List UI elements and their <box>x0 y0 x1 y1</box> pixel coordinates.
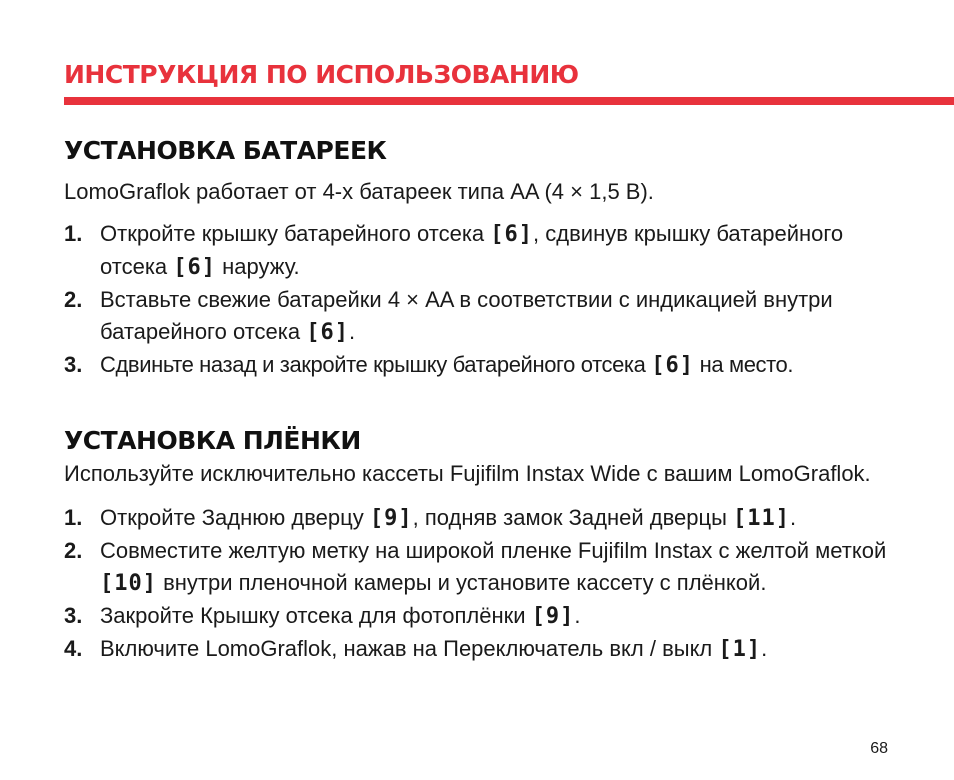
step-number: 1. <box>64 505 83 530</box>
part-reference: [6] <box>173 255 217 280</box>
part-reference: [1] <box>718 637 762 662</box>
battery-step-2 <box>64 284 904 349</box>
film-intro: Используйте исключительно кассеты Fujifilm Instax Wide с вашим LomoGraflok. <box>64 461 871 486</box>
step-number: 2. <box>64 287 83 312</box>
battery-step-3 <box>64 349 904 382</box>
step-number: 3. <box>64 352 83 377</box>
step-text: Откройте Заднюю дверцу <box>100 505 370 530</box>
part-reference: [11] <box>733 506 791 531</box>
page-number: 68 <box>870 740 888 757</box>
step-number: 4. <box>64 636 83 661</box>
part-reference: [9] <box>531 604 575 629</box>
step-text: Откройте крышку батарейного отсека <box>100 221 491 246</box>
step-text: на место. <box>693 352 794 377</box>
page-header <box>64 58 954 92</box>
film-steps <box>64 502 904 666</box>
part-reference: [6] <box>490 222 534 247</box>
battery-section <box>64 134 904 382</box>
page-title: ИНСТРУКЦИЯ ПО ИСПОЛЬЗОВАНИЮ <box>64 60 579 89</box>
step-text: , подняв замок Задней дверцы <box>412 505 734 530</box>
part-reference: [9] <box>369 506 413 531</box>
film-section <box>64 424 904 666</box>
part-reference: [6] <box>306 320 349 345</box>
step-number: 2. <box>64 538 83 563</box>
step-text: . <box>790 505 797 530</box>
step-text: Включите LomoGraflok, нажав на Переключатель вкл / выкл <box>100 636 719 661</box>
header-rule <box>64 97 954 105</box>
step-text: , сдвинув крышку батарейного отсека <box>100 221 844 279</box>
film-step-4 <box>64 633 904 666</box>
film-section-title: УСТАНОВКА ПЛЁНКИ <box>64 426 361 455</box>
step-number: 3. <box>64 603 83 628</box>
part-reference: [10] <box>100 571 157 596</box>
step-text: . <box>348 319 356 344</box>
film-step-3 <box>64 600 904 633</box>
step-number: 1. <box>64 221 83 246</box>
battery-intro: LomoGraflok работает от 4-х батареек типа AA (4 × 1,5 В). <box>64 179 654 204</box>
battery-steps <box>64 218 904 382</box>
step-text: . <box>761 636 768 661</box>
film-step-2 <box>64 535 904 600</box>
step-text: . <box>574 603 581 628</box>
step-text: внутри пленочной камеры и установите кассету с плёнкой. <box>156 570 767 595</box>
step-text: Совместите желтую метку на широкой пленке Fujifilm Instax с желтой меткой <box>100 538 887 563</box>
part-reference: [6] <box>651 353 694 378</box>
step-text: Закройте Крышку отсека для фотоплёнки <box>100 603 532 628</box>
step-text: Вставьте свежие батарейки 4 × AA в соответствии с индикацией внутри батарейного отсека <box>100 287 833 344</box>
battery-section-title: УСТАНОВКА БАТАРЕЕК <box>64 136 387 165</box>
film-step-1 <box>64 502 904 535</box>
step-text: Сдвиньте назад и закройте крышку батарейного отсека <box>100 352 652 377</box>
battery-step-1 <box>64 218 904 284</box>
step-text: наружу. <box>216 254 300 279</box>
